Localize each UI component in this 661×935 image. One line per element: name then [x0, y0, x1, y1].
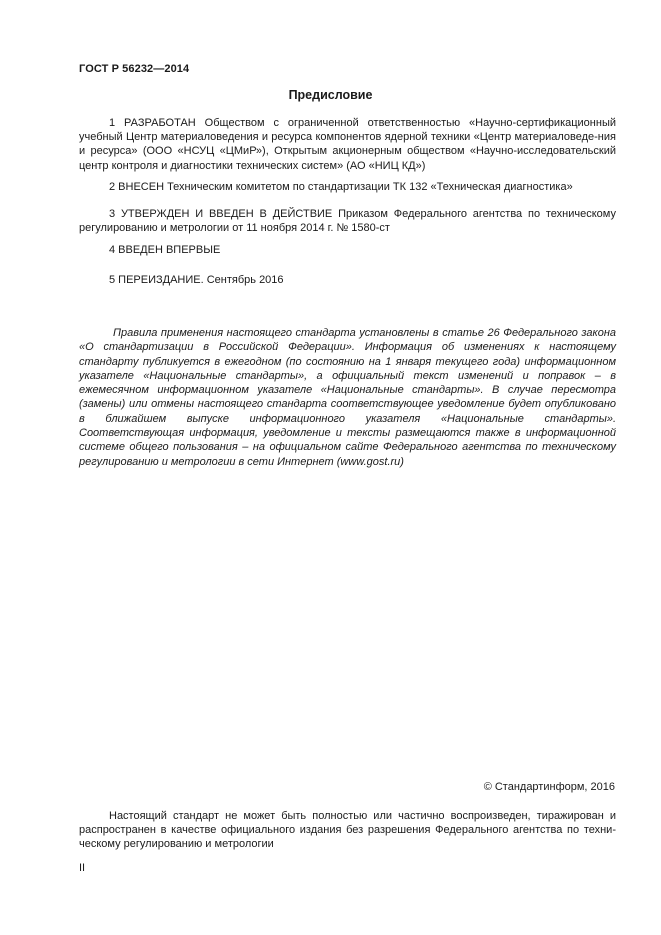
foreword-item-4: 4 ВВЕДЕН ВПЕРВЫЕ — [109, 244, 221, 256]
foreword-item-3: 3 УТВЕРЖДЕН И ВВЕДЕН В ДЕЙСТВИЕ Приказом Федерального агентства по техническому регулированию и метрологии от 11 ноября 2014 г. № 1580-ст — [79, 208, 616, 235]
page-title: Предисловие — [288, 88, 373, 102]
reproduction-notice: Настоящий стандарт не может быть полностью или частично воспроизведен, тиражирован и распространен в качестве официального издания без разрешения Федерального агентства по техни-ческому регулированию и метрологии — [79, 810, 616, 851]
foreword-item-2: 2 ВНЕСЕН Техническим комитетом по стандартизации ТК 132 «Техническая диагностика» — [109, 181, 573, 193]
foreword-item-1: 1 РАЗРАБОТАН Обществом с ограниченной ответственностью «Научно-сертификационный учебный Центр материаловедения и ресурса компонентов ядерной техники «Центр материаловеде-ния и ресурса» (ООО «НСУЦ «ЦМиР»), Открытым акционерным обществом «Научно-исследовательский центр контроля и диагностики технических систем» (АО «НИЦ КД») — [79, 117, 616, 172]
copyright-notice: © Стандартинформ, 2016 — [483, 781, 615, 793]
document-code: ГОСТ Р 56232—2014 — [79, 63, 190, 75]
page-number: II — [79, 862, 86, 874]
foreword-item-5: 5 ПЕРЕИЗДАНИЕ. Сентябрь 2016 — [109, 274, 284, 286]
standard-usage-note: Правила применения настоящего стандарта установлены в статье 26 Федерального закона «О стандартизации в Российской Федерации». Информация об изменениях к настоящему стандарту публикуется в ежегодном (по состоянию на 1 января текущего года) информационном указателе «Национальные стандарты», а официальный текст изменений и поправок – в ежемесячном информационном указателе «Национальные стандарты». В случае пересмотра (замены) или отмены настоящего стандарта соответствующее уведомление будет опубликовано в ближайшем выпуске информационного указателя «Национальные стандарты». Соответствующая информация, уведомление и тексты размещаются также в информационной системе общего пользования – на официальном сайте Федерального агентства по техническому регулированию и метрологии в сети Интернет (www.gost.ru) — [79, 327, 616, 468]
